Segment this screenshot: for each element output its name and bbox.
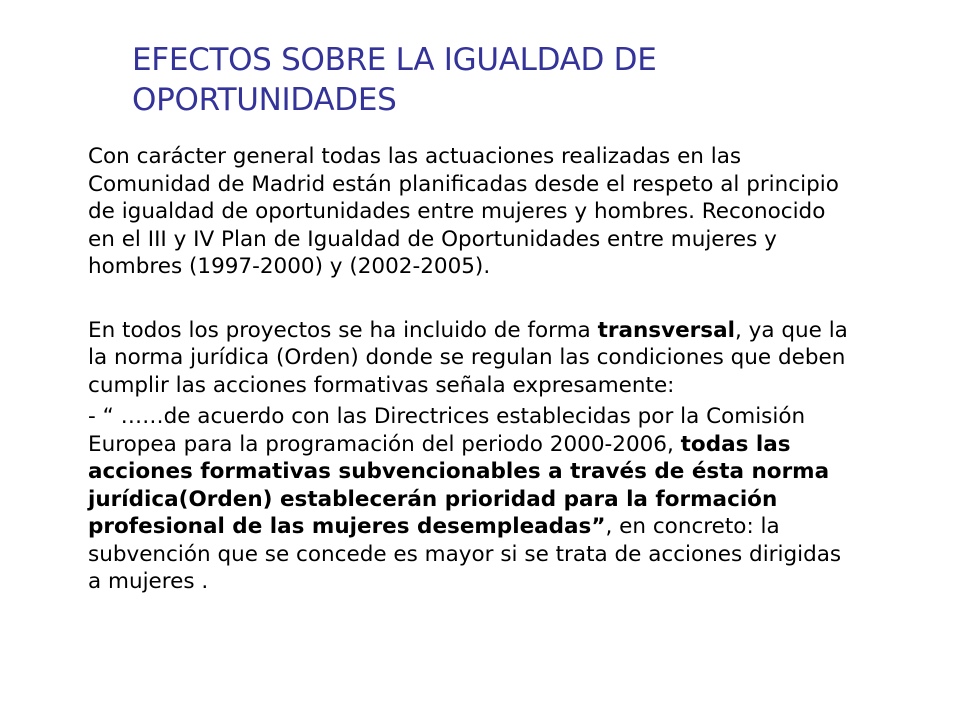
title-line-1: EFECTOS SOBRE LA IGUALDAD DE: [132, 42, 657, 78]
p2-line-3: cumplir las acciones formativas señala expresamente:: [88, 372, 675, 398]
p3-line-4-bold: jurídica(Orden) establecerán prioridad para la formación: [88, 486, 778, 512]
p3-line-2-text: Europea para la programación del periodo 2000-2006,: [88, 431, 681, 457]
paragraph-transversal: [88, 317, 930, 400]
p1-line-3: de igualdad de oportunidades entre mujeres y hombres. Reconocido: [88, 199, 826, 224]
paragraph-quotation: [88, 403, 930, 596]
p3-line-6: subvención que se concede es mayor si se trata de acciones dirigidas: [88, 541, 842, 567]
p1-line-4: en el III y IV Plan de Igualdad de Oportunidades entre mujeres y: [88, 226, 777, 252]
p3-line-7: a mujeres .: [88, 569, 209, 594]
p2-line-1-text: En todos los proyectos se ha incluido de forma: [88, 317, 598, 343]
p1-line-2: Comunidad de Madrid están planificadas desde el respeto al principio: [88, 171, 839, 197]
slide-title: [132, 40, 892, 120]
p2-line-1-tail: , ya que la: [734, 317, 848, 343]
title-line-2: OPORTUNIDADES: [132, 82, 397, 118]
paragraph-general-principle: [88, 143, 930, 281]
p1-line-5: hombres (1997-2000) y (2002-2005).: [88, 254, 491, 279]
p2-bold-transversal: transversal: [597, 317, 735, 343]
p3-line-5-bold: profesional de las mujeres desempleadas”: [88, 514, 606, 539]
p3-line-5-tail: , en concreto: la: [605, 514, 780, 539]
p2-line-2: la norma jurídica (Orden) donde se regulan las condiciones que deben: [88, 345, 846, 370]
slide-body: [88, 143, 930, 596]
p1-line-1: Con carácter general todas las actuaciones realizadas en las: [88, 144, 742, 169]
p3-line-2-bold: todas las: [680, 431, 791, 457]
p3-line-3-bold: acciones formativas subvencionables a través de ésta norma: [88, 459, 830, 484]
p3-line-1: - “ ……de acuerdo con las Directrices establecidas por la Comisión: [88, 404, 806, 429]
